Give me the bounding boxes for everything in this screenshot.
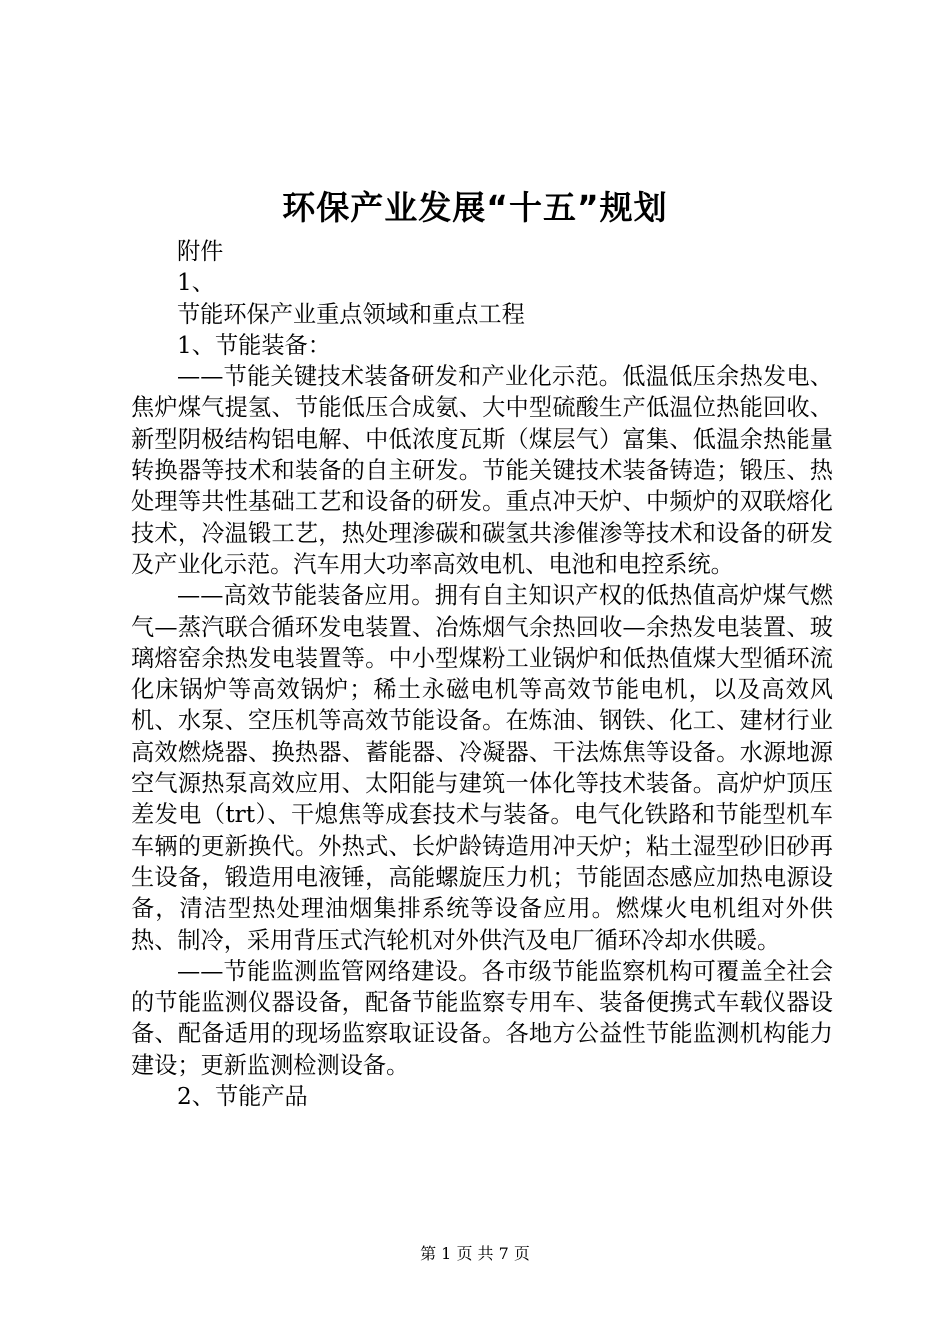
page-footer: 第 1 页 共 7 页 <box>420 1244 530 1263</box>
paragraph-attachment-label: 附件 <box>177 238 224 265</box>
paragraph-monitoring-network: ——节能监测监管网络建设。各市级节能监察机构可覆盖全社会的节能监测仪器设备，配备节能监察专用车、装备便携式车载仪器设备、配备适用的现场监察取证设备。各地方公益性节能监测机构能力建设；更新监测检测设备。 <box>131 957 833 1079</box>
paragraph-attachment-number: 1、 <box>177 269 215 297</box>
paragraph-efficient-equipment: ——高效节能装备应用。拥有自主知识产权的低热值高炉煤气燃气—蒸汽联合循环发电装置、冶炼烟气余热回收—余热发电装置、玻璃熔窑余热发电装置等。中小型煤粉工业锅炉和低热值煤大型循环流化床锅炉等高效锅炉；稀土永磁电机等高效节能电机，以及高效风机、水泵、空压机等高效节能设备。在炼油、钢铁、化工、建材行业高效燃烧器、换热器、蓄能器、冷凝器、干法炼焦等设备。水源地源空气源热泵高效应用、太阳能与建筑一体化等技术装备。高炉炉顶压差发电（trt）、干熄焦等成套技术与装备。电气化铁路和节能型机车车辆的更新换代。外热式、长炉龄铸造用冲天炉；粘土湿型砂旧砂再生设备，锻造用电液锤，高能螺旋压力机；节能固态感应加热电源设备，清洁型热处理油烟集排系统等设备应用。燃煤火电机组对外供热、制冷，采用背压式汽轮机对外供汽及电厂循环冷却水供暖。 <box>131 582 833 954</box>
paragraph-key-tech-equipment: ——节能关键技术装备研发和产业化示范。低温低压余热发电、焦炉煤气提氢、节能低压合成氨、大中型硫酸生产低温位热能回收、新型阴极结构铝电解、中低浓度瓦斯（煤层气）富集、低温余热能量转换器等技术和装备的自主研发。节能关键技术装备铸造；锻压、热处理等共性基础工艺和设备的研发。重点冲天炉、中频炉的双联熔化技术，冷温锻工艺，热处理渗碳和碳氢共渗催渗等技术和设备的研发及产业化示范。汽车用大功率高效电机、电池和电控系统。 <box>131 363 833 578</box>
paragraph-subheading-equipment: 1、节能装备： <box>177 331 331 359</box>
paragraph-section-heading: 节能环保产业重点领域和重点工程 <box>177 300 525 328</box>
paragraph-subheading-products: 2、节能产品 <box>177 1083 308 1111</box>
document-body <box>131 236 833 1112</box>
document-title: 环保产业发展“十五”规划 <box>282 188 668 227</box>
